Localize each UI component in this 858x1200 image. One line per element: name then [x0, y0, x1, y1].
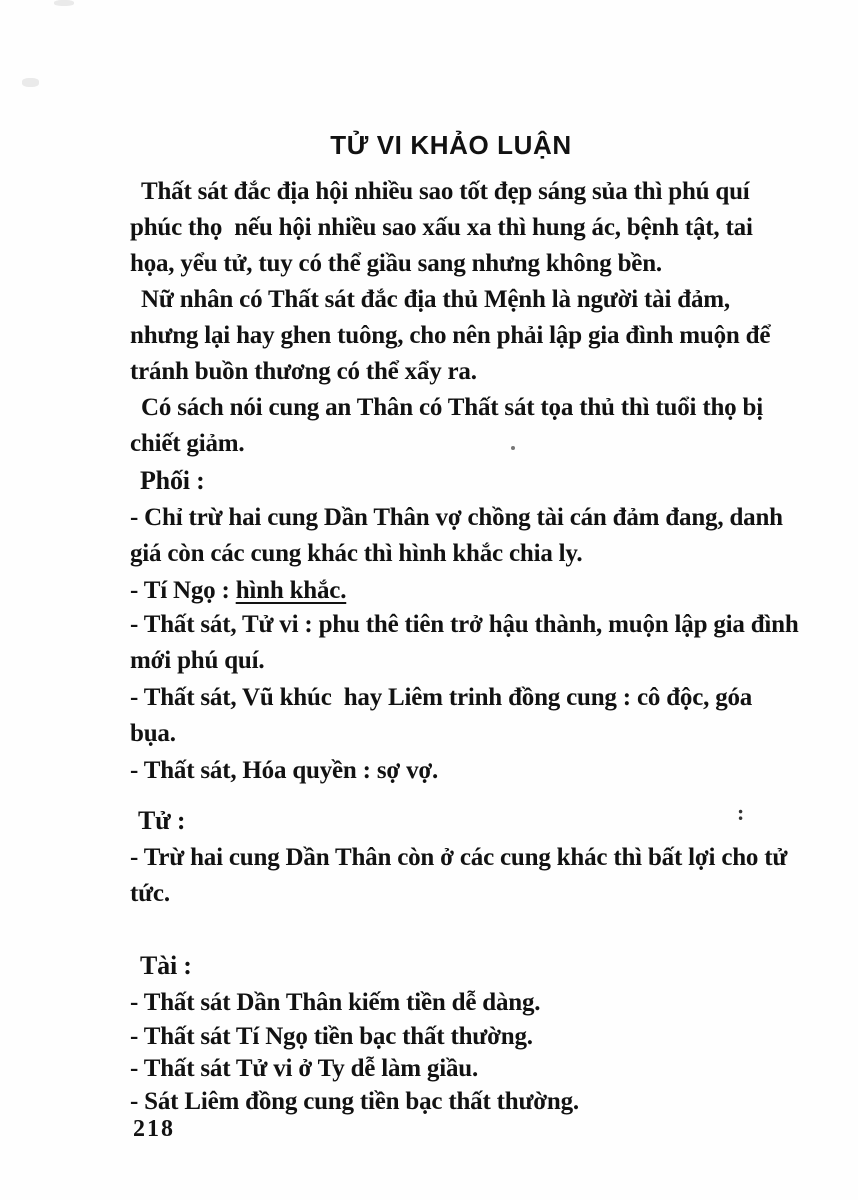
list-item-line: - Trừ hai cung Dần Thân còn ở các cung khác thì bất lợi cho tử	[130, 844, 788, 871]
phoi-item-3	[130, 607, 799, 679]
underlined-phrase: hình khắc.	[235, 577, 347, 604]
section-heading-text: Tài :	[140, 951, 192, 980]
list-item-line: - Thất sát, Vũ khúc hay Liêm trinh đồng cung : cô độc, góa	[130, 684, 753, 711]
tai-item-3	[130, 1051, 772, 1087]
paragraph-line: phúc thọ nếu hội nhiều sao xấu xa thì hung ác, bệnh tật, tai	[130, 214, 753, 241]
list-item-line: - Thất sát Tử vi ở Ty dễ làm giầu.	[130, 1055, 479, 1082]
list-item-line: bụa.	[130, 720, 176, 747]
phoi-item-2	[130, 573, 772, 609]
scan-smudge	[22, 78, 39, 87]
tai-item-2	[130, 1019, 772, 1055]
paragraph-line: Nữ nhân có Thất sát đắc địa thủ Mệnh là người tài đảm,	[141, 286, 730, 313]
page-title: TỬ VI KHẢO LUẬN	[330, 130, 572, 160]
list-item-line: - Thất sát Dần Thân kiếm tiền dễ dàng.	[130, 989, 541, 1016]
section-heading-tu	[138, 803, 780, 839]
list-item-line: - Thất sát, Hóa quyền : sợ vợ.	[130, 757, 439, 784]
phoi-item-4	[130, 680, 772, 752]
paragraph-1	[130, 174, 772, 282]
paragraph-line: họa, yểu tử, tuy có thể giầu sang nhưng không bền.	[130, 250, 662, 277]
stray-colon-mark: :	[737, 800, 745, 825]
paragraph-2	[130, 282, 772, 390]
tai-item-1	[130, 985, 772, 1021]
list-item-line: giá còn các cung khác thì hình khắc chia ly.	[130, 540, 583, 567]
section-heading-text: Phối :	[140, 466, 205, 495]
tai-item-4	[130, 1084, 772, 1120]
list-item-line: - Chỉ trừ hai cung Dần Thân vợ chồng tài cán đảm đang, danh	[130, 504, 783, 531]
list-item-line: - Thất sát, Tử vi : phu thê tiên trở hậu thành, muộn lập gia đình	[130, 611, 799, 638]
paragraph-line: tránh buồn thương có thể xẩy ra.	[130, 358, 477, 385]
paragraph-line: Có sách nói cung an Thân có Thất sát tọa thủ thì tuổi thọ bị	[141, 394, 763, 421]
section-heading-text: Tử :	[138, 806, 186, 835]
scan-speck	[511, 446, 515, 450]
list-item-line: - Thất sát Tí Ngọ tiền bạc thất thường.	[130, 1023, 533, 1050]
paragraph-3	[130, 390, 772, 462]
list-item-line: tức.	[130, 880, 170, 907]
list-item-line: mới phú quí.	[130, 647, 265, 674]
paragraph-line: chiết giảm.	[130, 430, 245, 457]
phoi-item-5	[130, 753, 772, 789]
paragraph-line: nhưng lại hay ghen tuông, cho nên phải lập gia đình muộn để	[130, 322, 771, 349]
paragraph-line: Thất sát đắc địa hội nhiều sao tốt đẹp sáng sủa thì phú quí	[141, 178, 750, 205]
list-item-line: - Sát Liêm đồng cung tiền bạc thất thường.	[130, 1088, 579, 1115]
phoi-item-1	[130, 500, 783, 572]
list-item-line	[130, 573, 772, 609]
section-heading-tai	[140, 948, 782, 984]
tu-item-1	[130, 840, 788, 912]
page-number: 218	[133, 1116, 175, 1142]
scan-smudge	[54, 0, 74, 6]
item-prefix: - Tí Ngọ :	[130, 577, 236, 604]
section-heading-phoi	[140, 463, 782, 499]
page-title-block	[130, 130, 772, 161]
